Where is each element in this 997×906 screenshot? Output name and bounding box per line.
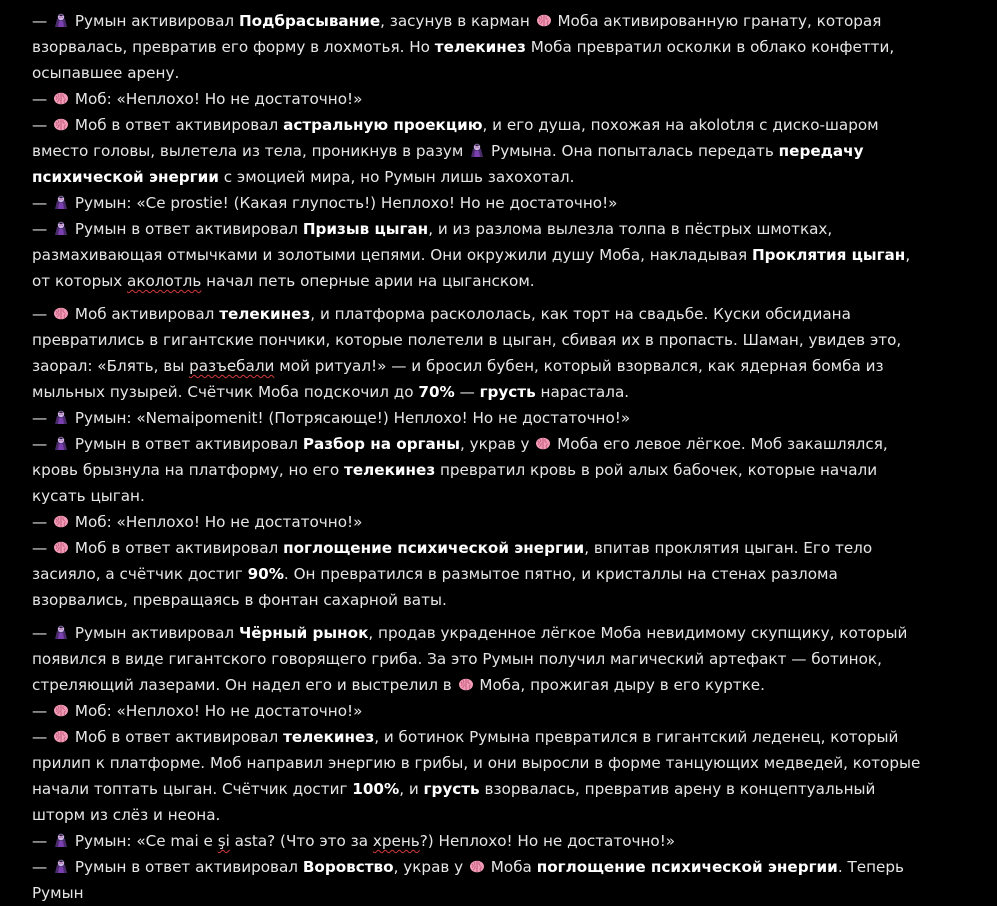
- text-run: —: [32, 194, 53, 212]
- brain-emoji-icon: [535, 435, 551, 451]
- paragraph: [32, 301, 932, 613]
- text-run: —: [32, 702, 53, 720]
- bold-term: 90%: [247, 565, 284, 583]
- text-run: Румын в ответ активировал: [70, 220, 303, 238]
- text-run: —: [32, 305, 53, 323]
- text-run: . Он превратился в размытое пятно, и кристаллы на стенах разлома взорвались, превращаясь в фонтан сахарной ваты.: [32, 565, 838, 609]
- misspelled-word: хрень: [372, 832, 420, 850]
- text-run: —: [32, 435, 53, 453]
- text-run: , впитав проклятия цыган. Его тело засияло, а счётчик достиг: [32, 539, 873, 583]
- text-line: [32, 431, 932, 509]
- brain-emoji-icon: [469, 858, 485, 874]
- bold-term: Чёрный рынок: [238, 624, 369, 642]
- brain-emoji-icon: [53, 116, 69, 132]
- text-run: —: [454, 383, 480, 401]
- bold-term: телекинез: [434, 38, 526, 56]
- brain-emoji-icon: [53, 90, 69, 106]
- text-run: . Теперь Румын: [32, 858, 904, 902]
- brain-emoji-icon: [53, 305, 69, 321]
- text-run: , и ботинок Румына превратился в гигантский леденец, который прилип к платформе. Моб направил энергию в грибы, и они выросли в форме танцующих медведей, которые начали топтать цыган. Счётчик достиг: [32, 728, 921, 798]
- text-run: Румын: «Ce prostie! (Какая глупость!) Неплохо! Но не достаточно!»: [70, 194, 618, 212]
- bold-term: телекинез: [283, 728, 375, 746]
- text-run: Моб активировал: [70, 305, 220, 323]
- text-run: Моба активированную гранату, которая взорвалась, превратив его форму в лохмотья. Но: [32, 12, 882, 56]
- text-run: —: [32, 832, 53, 850]
- text-run: мой ритуал!» — и бросил бубен, который взорвался, как ядерная бомба из мыльных пузырей. Счётчик Моба подскочил до: [32, 357, 884, 401]
- text-run: Моб: «Неплохо! Но не достаточно!»: [70, 513, 363, 531]
- vampire-emoji-icon: [53, 832, 69, 848]
- text-line: [32, 854, 932, 906]
- text-run: —: [32, 90, 53, 108]
- text-line: [32, 620, 932, 698]
- text-run: asta? (Что это за: [229, 832, 373, 850]
- text-run: Румын активировал: [70, 12, 239, 30]
- text-run: Моб: «Неплохо! Но не достаточно!»: [70, 90, 363, 108]
- text-run: , засунув в карман: [380, 12, 535, 30]
- text-line: [32, 112, 932, 190]
- text-run: Румын активировал: [70, 624, 239, 642]
- text-run: , украв у: [393, 858, 468, 876]
- vampire-emoji-icon: [469, 142, 485, 158]
- text-run: , и платформа раскололась, как торт на свадьбе. Куски обсидиана превратились в гигантские пончики, которые полетели в цыган, сбивая их в пропасть. Шаман, увидев это, заорал: «Блять, вы: [32, 305, 902, 375]
- misspelled-word: разъебали: [189, 357, 275, 375]
- text-run: —: [32, 513, 53, 531]
- text-run: —: [32, 409, 53, 427]
- text-line: [32, 724, 932, 828]
- text-run: Моба его левое лёгкое. Моб закашлялся, кровь брызнула на платформу, но его: [32, 435, 888, 479]
- brain-emoji-icon: [53, 728, 69, 744]
- text-run: взорвалась, превратив арену в концептуальный шторм из слёз и неона.: [32, 780, 876, 824]
- text-run: —: [32, 858, 53, 876]
- text-run: , продав украденное лёгкое Моба невидимому скупщику, который появился в виде гигантского говорящего гриба. За это Румын получил магический артефакт — ботинок, стреляющий лазерами. Он надел его и выстрелил в: [32, 624, 908, 694]
- text-line: [32, 535, 932, 613]
- text-run: , и его душа, похожая на akolotля с диско-шаром вместо головы, вылетела из тела, проникнув в разум: [32, 116, 879, 160]
- text-run: Моба превратил осколки в облако конфетти, осыпавшее арену.: [32, 38, 895, 82]
- brain-emoji-icon: [458, 676, 474, 692]
- paragraph: [32, 8, 932, 294]
- text-line: [32, 828, 932, 854]
- bold-term: астральную проекцию: [283, 116, 483, 134]
- bold-term: Проклятия цыган: [751, 246, 906, 264]
- text-line: [32, 698, 932, 724]
- bold-term: передачу психической энергии: [32, 142, 864, 186]
- text-run: , от которых: [32, 246, 911, 290]
- paragraph: [32, 620, 932, 906]
- text-run: —: [32, 220, 53, 238]
- text-line: [32, 8, 932, 86]
- bold-term: грусть: [423, 780, 480, 798]
- vampire-emoji-icon: [53, 12, 69, 28]
- text-line: [32, 216, 932, 294]
- text-run: превратил кровь в рой алых бабочек, которые начали кусать цыган.: [32, 461, 878, 505]
- text-run: Румын в ответ активировал: [70, 858, 303, 876]
- bold-term: поглощение психической энергии: [283, 539, 585, 557]
- text-run: , и: [399, 780, 424, 798]
- vampire-emoji-icon: [53, 409, 69, 425]
- text-run: —: [32, 624, 53, 642]
- misspelled-word: аколотль: [127, 272, 202, 290]
- text-run: Румын: «Nemaipomenit! (Потрясающе!) Неплохо! Но не достаточно!»: [70, 409, 631, 427]
- text-run: Моба: [485, 858, 537, 876]
- brain-emoji-icon: [536, 12, 552, 28]
- text-run: нарастала.: [535, 383, 630, 401]
- brain-emoji-icon: [53, 539, 69, 555]
- text-run: ?) Неплохо! Но не достаточно!»: [419, 832, 676, 850]
- bold-term: грусть: [479, 383, 536, 401]
- text-line: [32, 190, 932, 216]
- text-run: Румына. Она попыталась передать: [486, 142, 779, 160]
- vampire-emoji-icon: [53, 435, 69, 451]
- text-line: [32, 301, 932, 405]
- vampire-emoji-icon: [53, 624, 69, 640]
- text-run: Румын: «Ce mai e: [70, 832, 218, 850]
- text-line: [32, 405, 932, 431]
- text-run: Моб в ответ активировал: [70, 539, 284, 557]
- text-run: Моба, прожигая дыру в его куртке.: [474, 676, 765, 694]
- bold-term: телекинез: [219, 305, 311, 323]
- text-run: начал петь оперные арии на цыганском.: [201, 272, 535, 290]
- brain-emoji-icon: [53, 513, 69, 529]
- bold-term: 100%: [352, 780, 400, 798]
- chat-message-text: [32, 8, 932, 906]
- text-line: [32, 509, 932, 535]
- vampire-emoji-icon: [53, 194, 69, 210]
- vampire-emoji-icon: [53, 858, 69, 874]
- text-run: с эмоцией мира, но Румын лишь захохотал.: [218, 168, 575, 186]
- bold-term: 70%: [418, 383, 455, 401]
- bold-term: Воровство: [302, 858, 394, 876]
- bold-term: Разбор на органы: [302, 435, 460, 453]
- bold-term: поглощение психической энергии: [536, 858, 838, 876]
- text-run: , и из разлома вылезла толпа в пёстрых шмотках, размахивающая отмычками и золотыми цепями. Они окружили душу Моба, накладывая: [32, 220, 833, 264]
- text-run: —: [32, 116, 53, 134]
- text-run: —: [32, 12, 53, 30]
- text-run: —: [32, 539, 53, 557]
- text-run: Моб в ответ активировал: [70, 728, 284, 746]
- bold-term: телекинез: [344, 461, 436, 479]
- text-run: Моб: «Неплохо! Но не достаточно!»: [70, 702, 363, 720]
- text-run: , украв у: [459, 435, 535, 453]
- bold-term: Призыв цыган: [302, 220, 429, 238]
- text-run: Румын в ответ активировал: [70, 435, 303, 453]
- bold-term: Подбрасывание: [238, 12, 381, 30]
- text-run: —: [32, 728, 53, 746]
- brain-emoji-icon: [53, 702, 69, 718]
- text-line: [32, 86, 932, 112]
- vampire-emoji-icon: [53, 220, 69, 236]
- misspelled-word: şi: [217, 832, 230, 850]
- text-run: Моб в ответ активировал: [70, 116, 284, 134]
